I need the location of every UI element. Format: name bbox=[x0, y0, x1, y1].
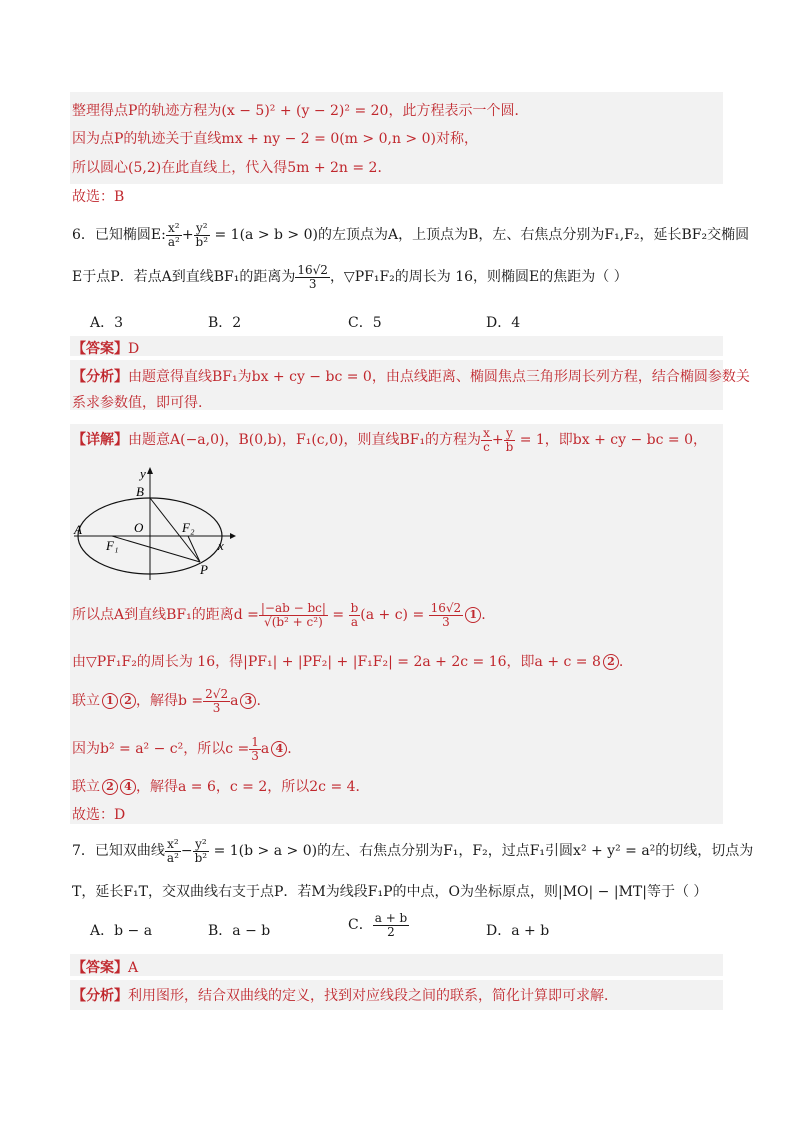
q6-step-5 bbox=[72, 776, 370, 796]
q7-option-d: D．a + b bbox=[486, 923, 550, 939]
q6-step3-a: 联立 bbox=[72, 693, 100, 710]
label-B: B bbox=[136, 484, 144, 499]
q6-detail-line-1: 【详解】由题意A(−a,0)，B(0,b)，F₁(c,0)，则直线BF₁的方程为 $\frac{x}{c}$ + $\frac{y}{b}$ = 1，即bx + cy − bc = 0， bbox=[72, 426, 708, 454]
q6-dist-den: 3 bbox=[308, 276, 317, 291]
q6-step-3: 联立 1 2 ，解得b = $\frac{2√2}{3}$ a 3 . bbox=[72, 687, 261, 715]
label-F2: F₂ bbox=[182, 520, 195, 535]
q6-analysis-line-2: 系求参数值，即可得. bbox=[72, 395, 203, 411]
q6-step1-num: |−ab − bc| bbox=[260, 601, 326, 615]
q6-option-b: B．2 bbox=[208, 315, 242, 331]
q7-frac-x-num: x² bbox=[165, 838, 181, 852]
prev-solution-line-3: 所以圆心(5,2)在此直线上，代入得5m + 2n = 2． bbox=[72, 160, 392, 176]
q6-step4-den: 3 bbox=[251, 748, 259, 763]
ellipse-figure bbox=[72, 466, 252, 586]
q7-frac-x bbox=[165, 838, 181, 864]
q6-detail-b: = 1，即bx + cy − bc = 0， bbox=[515, 432, 708, 449]
q6-stem-line-1: 6．已知椭圆E: $\frac{\text{x²}}{\text{a²}}$ + $\frac{\text{y²}}{\text{b²}}$ = 1(a > b > 0)的左顶点为A，上顶点为B，左、右焦点分别为F₁,F₂，延长BF₂交椭圆 bbox=[72, 221, 750, 249]
q6-step4-frac bbox=[249, 736, 261, 762]
q6-detail-frac-y bbox=[504, 427, 516, 453]
q6-detail-frac-x-den: c bbox=[483, 439, 490, 454]
circled-1-ref: 1 bbox=[102, 693, 118, 709]
q7-option-a: A．b − a bbox=[90, 923, 153, 939]
prev-solution-choice: 故选：B bbox=[72, 189, 125, 205]
q6-choice: 故选：D bbox=[72, 807, 126, 823]
q6-step1-ba bbox=[349, 602, 361, 628]
q7-stem-line-2: T，延长F₁T，交双曲线右支于点P．若M为线段F₁P的中点，O为坐标原点，则|MO| − |MT|等于（ ） bbox=[72, 884, 708, 900]
q6-frac-x-den: a² bbox=[167, 234, 180, 249]
segment-P-F1 bbox=[112, 536, 200, 562]
q6-detail-frac-y-num: y bbox=[504, 427, 516, 441]
circled-2-ref: 2 bbox=[120, 693, 136, 709]
q6-step4-num: 1 bbox=[251, 735, 259, 749]
q6-step1-c: (a + c) = bbox=[360, 607, 429, 624]
q6-step-2: 由▽PF₁F₂的周长为 16，得|PF₁| + |PF₂| + |F₁F₂| = 2a + 2c = 16，即a + c = 8 2 . bbox=[72, 654, 624, 670]
circled-4: 4 bbox=[271, 741, 287, 757]
q6-stem-b: = 1(a > b > 0)的左顶点为A，上顶点为B，左、右焦点分别为F₁,F₂，延长BF₂交椭圆 bbox=[210, 227, 750, 244]
q7-frac-x-den: a² bbox=[166, 850, 179, 865]
q6-step-1: 所以点A到直线BF₁的距离d = $\frac{|-ab - bc|}{\text{√(b² + c²)}}$ = $\frac{b}{a}$ (a + c) = $\frac{16√2}{3}$ 1 . bbox=[72, 601, 486, 629]
label-x: x bbox=[218, 538, 224, 553]
q7-option-c-frac bbox=[373, 912, 410, 938]
q6-analysis-line-1 bbox=[72, 366, 750, 386]
q7-option-c-num: a + b bbox=[374, 911, 408, 925]
answer-shade-q6 bbox=[70, 336, 723, 356]
q6-analysis-label: 【分析】 bbox=[72, 369, 128, 385]
q6-detail-label: 【详解】 bbox=[72, 432, 128, 449]
q6-detail-frac-x bbox=[481, 427, 492, 453]
q6-dist-num: 16√2 bbox=[297, 263, 328, 277]
q6-analysis-text-1: 由题意得直线BF₁为bx + cy − bc = 0，由点线距离、椭圆焦点三角形周长列方程，结合椭圆参数关 bbox=[128, 369, 750, 385]
circled-1: 1 bbox=[465, 607, 481, 623]
q6-frac-y bbox=[194, 222, 211, 248]
q7-answer bbox=[72, 957, 138, 977]
q6-detail-frac-x-num: x bbox=[483, 426, 490, 440]
q6-step3-num: 2√2 bbox=[205, 687, 229, 701]
q7-frac-y-num: y² bbox=[193, 838, 210, 852]
q6-step1-result bbox=[429, 602, 464, 628]
q6-step3-den: 3 bbox=[212, 700, 221, 715]
q6-stem-d: ，▽PF₁F₂的周长为 16，则椭圆E的焦距为（ ） bbox=[329, 269, 628, 286]
q6-stem-a: 6．已知椭圆E: bbox=[72, 227, 166, 244]
q6-step2-text: 由▽PF₁F₂的周长为 16，得|PF₁| + |PF₂| + |F₁F₂| = 2a + 2c = 16，即a + c = 8 bbox=[72, 654, 601, 670]
answer-shade-q7 bbox=[70, 954, 723, 976]
q7-analysis-text: 利用图形，结合双曲线的定义，找到对应线段之间的联系，简化计算即可求解． bbox=[128, 988, 618, 1004]
q6-step3-frac bbox=[203, 688, 230, 714]
q6-step1-b: = bbox=[327, 607, 349, 624]
q6-step1-ba-num: b bbox=[350, 601, 359, 615]
q6-option-d: D．4 bbox=[486, 315, 521, 331]
label-y: y bbox=[140, 466, 146, 481]
q7-option-c bbox=[348, 912, 409, 938]
q6-stem-line-2 bbox=[72, 264, 628, 290]
circled-4-ref: 4 bbox=[120, 779, 136, 795]
q6-stem-c: E于点P．若点A到直线BF₁的距离为 bbox=[72, 269, 296, 286]
q6-frac-x bbox=[166, 222, 182, 248]
label-P: P bbox=[200, 562, 208, 577]
circled-3: 3 bbox=[240, 693, 256, 709]
q7-analysis-label: 【分析】 bbox=[72, 988, 128, 1004]
q6-step1-a: 所以点A到直线BF₁的距离d = bbox=[72, 607, 259, 624]
q7-answer-value: A bbox=[128, 960, 139, 976]
q7-answer-label: 【答案】 bbox=[72, 960, 128, 976]
q7-frac-y-den: b² bbox=[194, 850, 208, 865]
q6-step-4: 因为b² = a² − c²，所以c = $\frac{1}{3}$ a 4 . bbox=[72, 735, 292, 763]
q6-step3-c: a bbox=[230, 693, 239, 710]
q7-stem-a: 7．已知双曲线 bbox=[72, 843, 165, 860]
q6-option-a: A．3 bbox=[90, 315, 124, 331]
label-F1: F₁ bbox=[106, 538, 119, 553]
q7-stem-b: = 1(b > a > 0)的左、右焦点分别为F₁，F₂，过点F₁引圆x² + y² = a²的切线，切点为 bbox=[209, 843, 754, 860]
circled-2-ref2: 2 bbox=[102, 779, 118, 795]
q6-answer-label: 【答案】 bbox=[72, 341, 128, 357]
q6-step3-b: ，解得b = bbox=[136, 693, 204, 710]
q6-step1-ba-den: a bbox=[350, 614, 358, 629]
q6-step5-a: 联立 bbox=[72, 779, 100, 795]
q6-step1-den: √(b² + c²) bbox=[264, 614, 323, 629]
q6-frac-x-num: x² bbox=[166, 222, 182, 236]
q6-frac-y-num: y² bbox=[194, 222, 211, 236]
circled-2: 2 bbox=[603, 654, 619, 670]
q6-detail-a: 由题意A(−a,0)，B(0,b)，F₁(c,0)，则直线BF₁的方程为 bbox=[128, 432, 482, 449]
q6-step1-result-num: 16√2 bbox=[430, 601, 462, 615]
y-axis-arrow bbox=[147, 467, 153, 474]
label-A: A bbox=[74, 522, 82, 537]
q6-step1-frac bbox=[259, 602, 328, 628]
q7-option-c-den: 2 bbox=[387, 924, 395, 939]
q7-analysis bbox=[72, 985, 618, 1005]
q6-option-c: C．5 bbox=[348, 315, 382, 331]
prev-solution-line-1: 整理得点P的轨迹方程为(x − 5)² + (y − 2)² = 20，此方程表示一个圆． bbox=[72, 103, 529, 119]
prev-solution-line-2: 因为点P的轨迹关于直线mx + ny − 2 = 0(m > 0,n > 0)对称， bbox=[72, 131, 478, 147]
q6-dist-frac bbox=[295, 264, 330, 290]
q7-option-b: B．a − b bbox=[208, 923, 271, 939]
q6-detail-frac-y-den: b bbox=[505, 439, 514, 454]
q7-option-c-label: C． bbox=[348, 917, 373, 934]
x-axis-arrow bbox=[230, 533, 236, 539]
q7-stem-line-1: 7．已知双曲线 $\frac{\text{x²}}{\text{a²}}$ − $\frac{\text{y²}}{\text{b²}}$ = 1(b > a > 0)的左、右焦点分别为F₁，F₂，过点F₁引圆x² + y² = a²的切线，切点为 bbox=[72, 837, 754, 865]
q6-step5-b: ，解得a = 6，c = 2，所以2c = 4． bbox=[136, 779, 370, 795]
q6-answer bbox=[72, 338, 139, 358]
q6-answer-value: D bbox=[128, 341, 140, 357]
q7-frac-y bbox=[193, 838, 210, 864]
q6-step4-c: a bbox=[260, 741, 270, 758]
q6-step4-a: 因为b² = a² − c²，所以c = bbox=[72, 741, 250, 758]
label-O: O bbox=[134, 520, 144, 535]
q6-frac-y-den: b² bbox=[195, 234, 209, 249]
q6-step1-result-den: 3 bbox=[442, 614, 450, 629]
